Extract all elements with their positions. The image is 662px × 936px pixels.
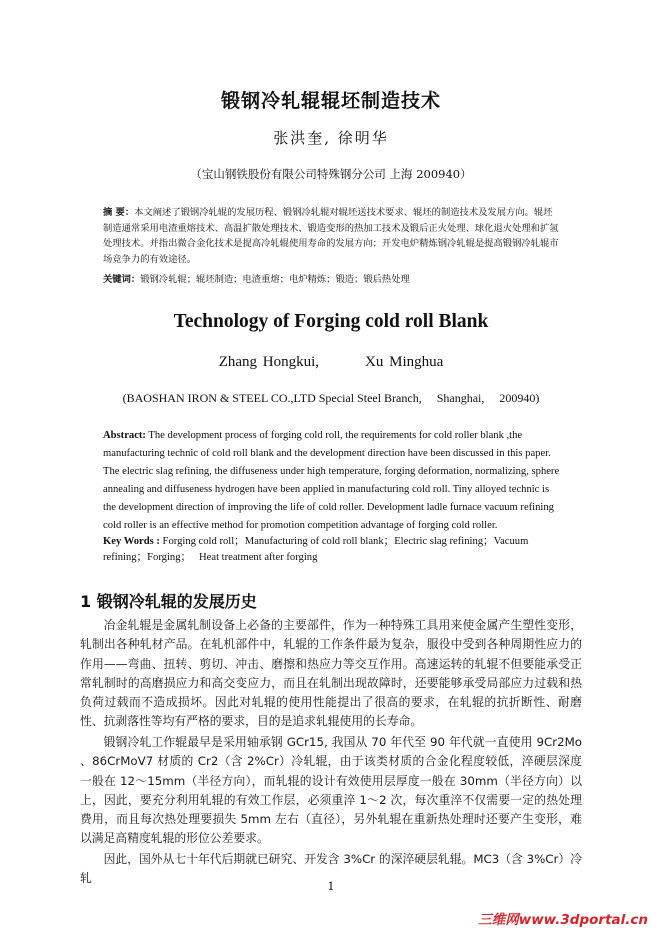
english-keywords-text: Forging cold roll；Manufacturing of cold roll blank；Electric slag refining；Vacuum refining；Forging； Heat treatment after forging (103, 536, 531, 564)
body-paragraph-2: 锻钢冷轧工作辊最早是采用轴承钢 GCr15, 我国从 70 年代至 90 年代就一直使用 9Cr2Mo 、86CrMoV7 材质的 Cr2（含 2%Cr）冷轧辊，由于该类材质的合金化程度较低，淬硬层深度一般在 12～15mm（半径方向），而轧辊的设计有效使用层厚度一般在 30mm（半径方向）以上，因此，要充分利用轧辊的有效工作层，必须重淬 1～2 次，每次重淬不仅需要一定的热处理费用，而且每次热处理要损失 5mm 左右（直径），另外轧辊在重新热处理时还要产生变形，难以满足高精度轧辊的形位公差要求。 (80, 735, 582, 846)
english-abstract-text: The development process of forging cold roll, the requirements for cold roller blank ,the manufacturing technic of cold roll blank and the development direction have been discussed in this paper. The electric slag refining, the diffuseness under high temperature, forging deformation, normalizing, sphere annealing and diffuseness hydrogen have been applied in manufacturing cold roll. Tiny alloyed technic is the development direction of improving the life of cold roller. Development ladle furnace vacuum refining cold roller is an effective method for promotion competition advantage of forging cold roller. (103, 430, 560, 532)
page-number: 1 (327, 880, 335, 893)
chinese-abstract (103, 205, 561, 267)
chinese-affiliation: （宝山钢铁股份有限公司特殊钢分公司 上海 200940） (190, 167, 472, 181)
chinese-keywords (103, 271, 561, 285)
chinese-keywords-label: 关键词： (103, 274, 141, 285)
english-keywords (103, 534, 563, 567)
section-heading: 1 锻钢冷轧辊的发展历史 (80, 592, 257, 611)
chinese-abstract-label: 摘 要： (103, 207, 135, 218)
english-abstract (103, 427, 563, 536)
english-keywords-label: Key Words : (103, 536, 160, 547)
english-title: Technology of Forging cold roll Blank (173, 311, 489, 332)
body-paragraph-3: 因此，国外从七十年代后期就已研究、开发含 3%Cr 的深淬硬层轧辊。MC3（含 3%Cr）冷轧 (80, 852, 582, 886)
english-affiliation: (BAOSHAN IRON & STEEL CO.,LTD Special Steel Branch, Shanghai, 200940) (122, 391, 540, 405)
english-authors: Zhang Hongkui, Xu Minghua (218, 354, 444, 370)
chinese-abstract-text: 本文阐述了锻钢冷轧辊的发展历程、锻钢冷轧辊对辊坯送技术要求、辊坯的制造技术及发展方向。辊坯制造通常采用电渣重熔技术、高温扩散处理技术、锻造变形的热加工技术及锻后正火处理、球化退火处理和扩氢处理技术。并指出微合金化技术是提高冷轧辊使用寿命的发展方向；开发电炉精炼钢冷轧辊是提高锻钢冷轧辊市场竞争力的有效途径。 (103, 207, 559, 265)
watermark: 三维网www.3dportal.cn (478, 912, 648, 928)
chinese-title: 锻钢冷轧辊辊坯制造技术 (220, 90, 441, 112)
chinese-authors: 张洪奎, 徐明华 (273, 129, 389, 147)
body-paragraph-1: 冶金轧辊是金属轧制设备上必备的主要部件，作为一种特殊工具用来使金属产生塑性变形，轧制出各种轧材产品。在轧机部件中，轧辊的工作条件最为复杂，服役中受到各种周期性应力的作用——弯曲、扭转、剪切、冲击、磨擦和热应力等交互作用。高速运转的轧辊不但要能承受正常轧制时的高磨损应力和高交变应力，而且在轧制出现故障时，还要能够承受局部应力过载和热负荷过载而不造成损坏。因此对轧辊的使用性能提出了很高的要求，在轧辊的抗折断性、耐磨性、抗剥落性等均有严格的要求，目的是追求轧辊使用的长寿命。 (80, 618, 582, 729)
english-abstract-label: Abstract: (103, 430, 146, 441)
chinese-keywords-text: 锻钢冷轧辊；辊坯制造；电渣重熔；电炉精炼；锻造；锻后热处理 (140, 274, 410, 285)
